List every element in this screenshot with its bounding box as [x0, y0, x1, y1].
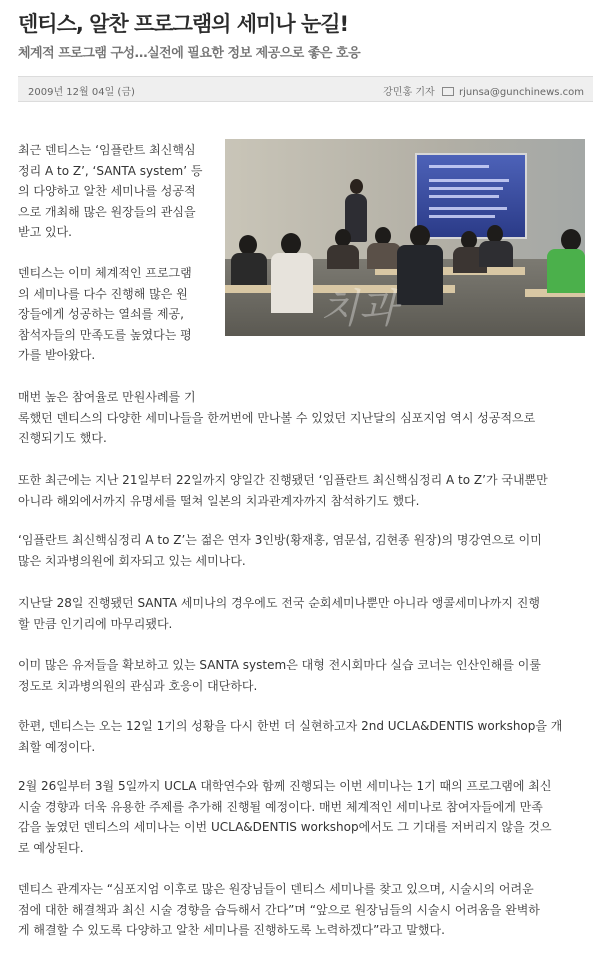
- paragraph-10: 덴티스 관계자는 “심포지엄 이후로 많은 원장님들이 덴티스 세미나를 찾고 있으며, 시술시의 어려운 점에 대한 해결책과 최신 시술 경향을 습득해서 간다”며 “앞으로 원장님들의 시술시 어려움을 완벽하 게 해결할 수 있도록 다양하고 알찬 세미나를 진행하도록 노력하겠다”라고 말했다.: [18, 882, 540, 937]
- paragraph-9: 2월 26일부터 3월 5일까지 UCLA 대학연수와 함께 진행되는 이번 세미나는 1기 때의 프로그램에 최신 시술 경향과 더욱 유용한 주제를 추가해 진행될 예정이다. 매번 체계적인 세미나로 참여자들에게 만족 감을 높였던 덴티스의 세미나는 이번 UCLA&DENTIS workshop에서도 그 기대를 저버리지 않을 것으 로 예상된다.: [18, 779, 552, 855]
- projection-screen: [415, 153, 527, 239]
- paragraph-8: 한편, 덴티스는 오는 12일 1기의 성황을 다시 한번 더 실현하고자 2nd UCLA&DENTIS workshop을 개 최할 예정이다.: [18, 719, 563, 754]
- article-meta-bar: [18, 76, 593, 102]
- paragraph-5: ‘임플란트 최신핵심정리 A to Z’는 젊은 연자 3인방(황재홍, 염문섭, 김현종 원장)의 명강연으로 이미 많은 치과병의원에 회자되고 있는 세미나다.: [18, 533, 542, 568]
- reporter-name: 강민홍 기자: [383, 87, 435, 98]
- article-photo-seminar: [225, 139, 585, 336]
- byline: [383, 83, 584, 98]
- photo-watermark: 치과: [320, 286, 398, 332]
- mail-icon: [442, 87, 454, 96]
- subtitle: 체계적 프로그램 구성…실전에 필요한 정보 제공으로 좋은 호응: [18, 46, 361, 61]
- paragraph-2: 덴티스는 이미 체계적인 프로그램 의 세미나를 다수 진행해 많은 원 장들에게 성공하는 열쇠를 제공, 참석자들의 만족도를 높였다는 평 가를 받아왔다.: [18, 266, 192, 362]
- paragraph-6: 지난달 28일 진행됐던 SANTA 세미나의 경우에도 전국 순회세미나뿐만 아니라 앵콜세미나까지 진행 할 만큼 인기리에 마무리됐다.: [18, 596, 540, 631]
- paragraph-4: 또한 최근에는 지난 21일부터 22일까지 양일간 진행됐던 ‘임플란트 최신핵심정리 A to Z’가 국내뿐만 아니라 해외에서까지 유명세를 떨쳐 일본의 치과관계자까지 참석하기도 했다.: [18, 473, 548, 508]
- paragraph-7: 이미 많은 유저들을 확보하고 있는 SANTA system은 대형 전시회마다 실습 코너는 인산인해를 이룰 정도로 치과병의원의 관심과 호응이 대단하다.: [18, 658, 541, 693]
- paragraph-3: 매번 높은 참여율로 만원사례를 기 록했던 덴티스의 다양한 세미나들을 한꺼번에 만나볼 수 있었던 지난달의 심포지엄 역시 성공적으로 진행되기도 했다.: [18, 390, 536, 445]
- headline: 덴티스, 알찬 프로그램의 세미나 눈길!: [18, 12, 349, 36]
- publish-date: 2009년 12월 04일 (금): [28, 87, 135, 98]
- paragraph-1: 최근 덴티스는 ‘임플란트 최신핵심 정리 A to Z’, ‘SANTA system’ 등 의 다양하고 알찬 세미나를 성공적 으로 개최해 많은 원장들의 관심을 받고 있다.: [18, 143, 203, 239]
- reporter-email-link[interactable]: rjunsa@gunchinews.com: [459, 87, 584, 98]
